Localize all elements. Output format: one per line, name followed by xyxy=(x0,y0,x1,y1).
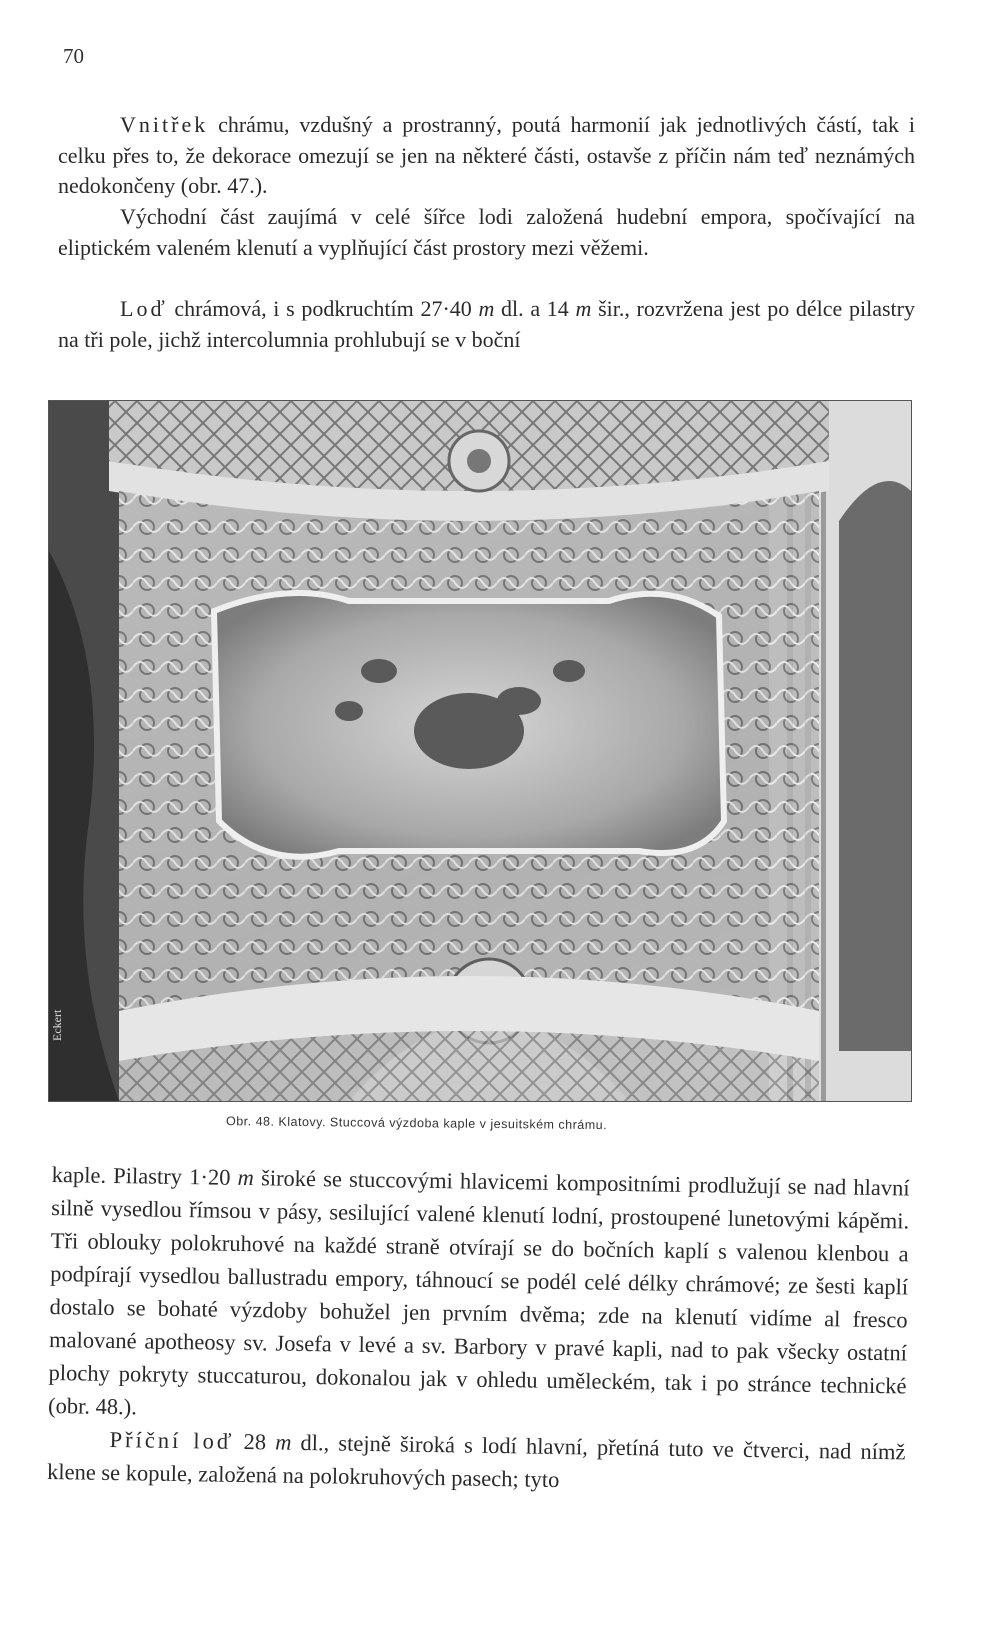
unit-metre: m xyxy=(575,296,592,321)
unit-metre: m xyxy=(478,296,495,321)
paragraph-text: chrámu, vzdušný a prostranný, poutá harmonií jak jednotlivých částí, tak i celku přes to, že dekorace omezují se jen na některé části, ostavše z příčin nám teď neznámých nedokončeny (obr. 47.). xyxy=(58,112,915,198)
paragraph-text: 28 xyxy=(234,1428,276,1455)
paragraph-lead-word: Vnitřek xyxy=(120,112,209,137)
ceiling-photo-graphic xyxy=(49,401,911,1101)
paragraph-text: kaple. Pilastry 1·20 xyxy=(51,1161,238,1190)
paragraph-lead-word: Příční loď xyxy=(109,1426,235,1454)
paragraph-text: dl. a 14 xyxy=(494,296,576,321)
figure-stucco-ceiling-photo xyxy=(48,400,912,1102)
page-number: 70 xyxy=(63,44,84,68)
unit-metre: m xyxy=(274,1429,292,1455)
paragraph-text: dl., stejně široká s lodí hlavní, přetíná tuto ve čtverci, nad nímž klene se kopule, založená na polokruhových pasech; tyto xyxy=(46,1429,906,1493)
top-rosette xyxy=(449,431,509,491)
paragraph-text: chrámová, i s podkruchtím 27·40 xyxy=(167,296,479,321)
paragraph-interior xyxy=(58,110,915,202)
paragraph-pilasters xyxy=(47,1158,910,1501)
paragraph-text: šir., rozvržena jest po délce pilastry na tři pole, jichž intercolumnia prohlubují se v boční xyxy=(58,296,915,352)
unit-metre: m xyxy=(237,1164,255,1191)
figure-caption: Obr. 48. Klatovy. Stuccová výzdoba kaple v jesuitském chrámu. xyxy=(225,1114,608,1133)
paragraph-east-part: Východní část zaujímá v celé šířce lodi založená hudební empora, spočívající na eliptickém valeném klenutí a vyplňující část prostory mezi věžemi. xyxy=(58,204,915,260)
photo-signature: Eckert xyxy=(50,1009,64,1041)
paragraph-nave xyxy=(58,294,915,355)
paragraph-text: široké se stuccovými hlavicemi kompositními prodlužují se nad hlavní silně vysedlou římsou v pásy, sesilující valené klenutí lodní, prostoupené lunetovými kápěmi. Tři oblouky polokruhové na každé straně otvírají se do bočních kaplí s valenou klenbou a podpírají vysedlou ballustradu empory, táhnoucí se podél celé délky chrámové; ze šesti kaplí dostalo se bohaté výzdoby bohužel jen prvním dvěma; zde na klenutí vidíme al fresco malované apotheosy sv. Josefa v levé a sv. Barbory v pravé kapli, nad to pak všecky ostatní plochy pokryty stuccaturou, dokonalou jak v ohledu uměleckém, tak i po stránce technické (obr. 48.). xyxy=(47,1165,910,1420)
paragraph-lead-word: Loď xyxy=(120,296,168,321)
